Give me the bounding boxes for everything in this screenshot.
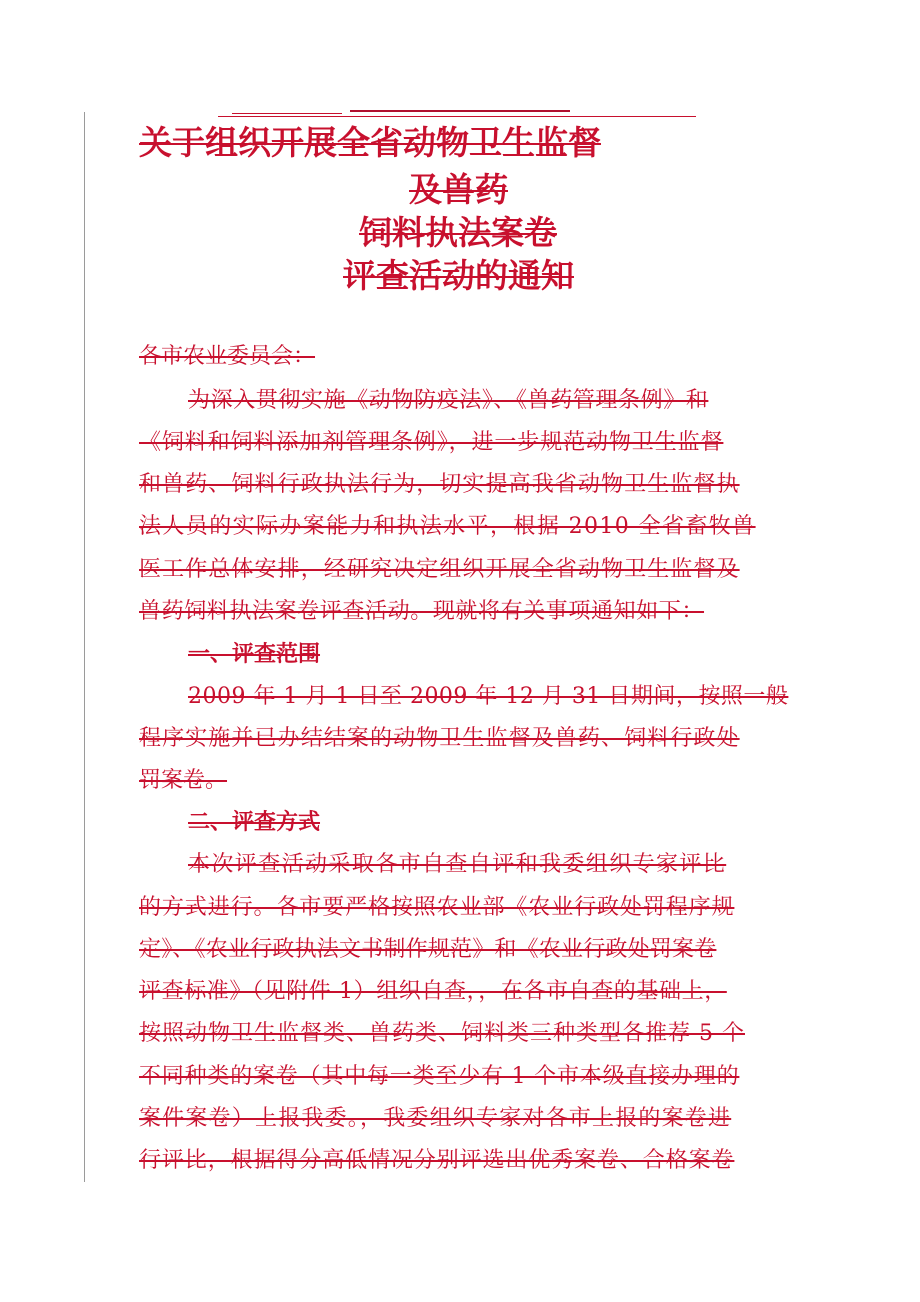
section2-line: 不同种类的案卷（其中每一类至少有 1 个市本级直接办理的 [139,1064,740,1089]
section1-line: 罚案卷。 [139,768,228,793]
header-revision-rule [232,113,342,114]
title-line-4: 评查活动的通知 [343,256,574,295]
section2-line: 案件案卷）上报我委。，我委组织专家对各市上报的案卷进 [139,1106,732,1131]
paragraph1-line: 医工作总体安排，经研究决定组织开展全省动物卫生监督及 [139,557,740,582]
paragraph1-line: 为深入贯彻实施《动物防疫法》、《兽药管理条例》和 [188,388,709,413]
section1-line: 程序实施并已办结结案的动物卫生监督及兽药、饲料行政处 [139,726,740,751]
title-line-1: 关于组织开展全省动物卫生监督 [139,123,601,162]
section2-line: 定》、《农业行政执法文书制作规范》和《农业行政处罚案卷 [139,937,717,962]
section2-heading: 二、评查方式 [188,810,321,835]
section1-heading: 一、评查范围 [188,642,321,667]
header-revision-rule [350,110,570,112]
paragraph1-line: 法人员的实际办案能力和执法水平，根据 2010 全省畜牧兽 [139,514,756,539]
section2-line: 行评比，根据得分高低情况分别评选出优秀案卷、合格案卷 [139,1148,735,1173]
salutation: 各市农业委员会： [139,344,316,369]
paragraph1-line: 《饲料和饲料添加剂管理条例》，进一步规范动物卫生监督 [139,430,724,455]
page-margin-line [84,112,85,1182]
title-line-3: 饲料执法案卷 [359,213,557,252]
title-line-2: 及兽药 [409,170,508,209]
section2-line: 的方式进行。各市要严格按照农业部《农业行政处罚程序规 [139,895,735,920]
paragraph1-line: 和兽药、饲料行政执法行为，切实提高我省动物卫生监督执 [139,472,740,497]
section1-line: 2009 年 1 月 1 日至 2009 年 12 月 31 日期间，按照一般 [188,684,789,709]
paragraph1-line: 兽药饲料执法案卷评查活动。现就将有关事项通知如下： [139,599,705,624]
header-revision-rule [218,116,696,117]
section2-line: 本次评查活动采取各市自查自评和我委组织专家评比 [188,852,727,877]
section2-line: 按照动物卫生监督类、兽药类、饲料类三种类型各推荐 5 个 [139,1021,745,1046]
section2-line: 评查标准》（见附件 1）组织自查，，在各市自查的基础上， [139,979,727,1004]
